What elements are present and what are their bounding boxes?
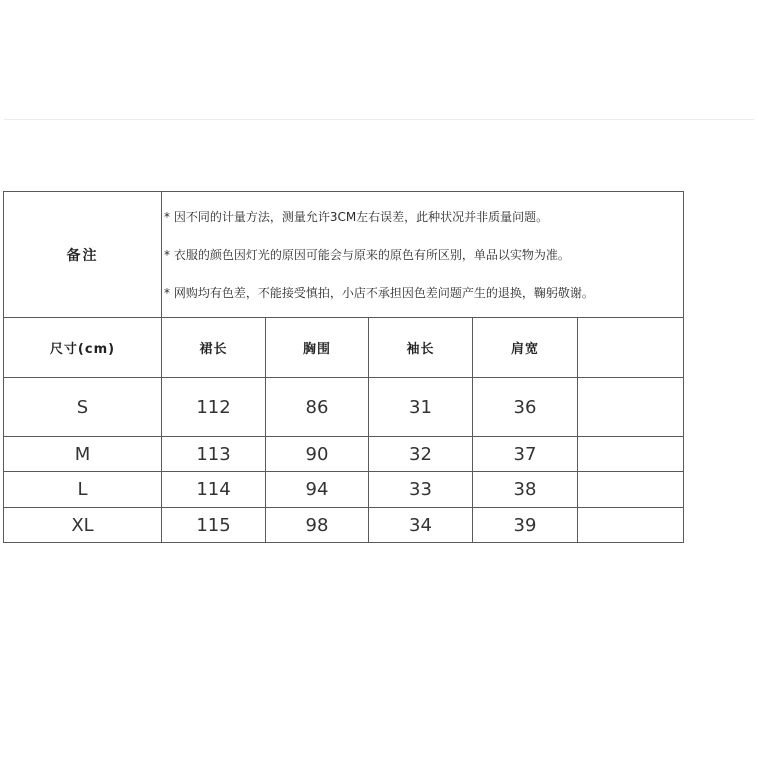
note-line: * 因不同的计量方法，测量允许3CM左右误差，此种状况并非质量问题。 [164, 209, 549, 224]
chest-cell: 98 [266, 508, 369, 543]
sleeve-cell: 33 [369, 472, 473, 508]
sleeve-cell: 34 [369, 508, 473, 543]
empty-cell [578, 378, 684, 437]
notes-content-cell [162, 192, 684, 318]
empty-cell [578, 472, 684, 508]
shoulder-cell: 36 [473, 378, 578, 437]
header-length: 裙长 [162, 318, 266, 378]
empty-cell [578, 508, 684, 543]
top-divider [4, 119, 754, 120]
notes-row [4, 192, 684, 318]
chest-cell: 90 [266, 437, 369, 472]
size-cell: M [4, 437, 162, 472]
header-shoulder: 肩宽 [473, 318, 578, 378]
header-size: 尺寸(cm) [4, 318, 162, 378]
sleeve-cell: 32 [369, 437, 473, 472]
chest-cell: 94 [266, 472, 369, 508]
length-cell: 114 [162, 472, 266, 508]
header-chest: 胸围 [266, 318, 369, 378]
table-row [4, 437, 684, 472]
note-line: * 网购均有色差，不能接受慎拍，小店不承担因色差问题产生的退换，鞠躬敬谢。 [164, 285, 594, 300]
shoulder-cell: 38 [473, 472, 578, 508]
table-row [4, 378, 684, 437]
table-row [4, 508, 684, 543]
header-empty [578, 318, 684, 378]
shoulder-cell: 39 [473, 508, 578, 543]
size-chart-table [3, 191, 684, 543]
header-row [4, 318, 684, 378]
length-cell: 115 [162, 508, 266, 543]
note-line: * 衣服的颜色因灯光的原因可能会与原来的原色有所区别，单品以实物为准。 [164, 247, 570, 262]
table-row [4, 472, 684, 508]
length-cell: 112 [162, 378, 266, 437]
size-cell: XL [4, 508, 162, 543]
length-cell: 113 [162, 437, 266, 472]
shoulder-cell: 37 [473, 437, 578, 472]
header-sleeve: 袖长 [369, 318, 473, 378]
sleeve-cell: 31 [369, 378, 473, 437]
size-cell: S [4, 378, 162, 437]
size-cell: L [4, 472, 162, 508]
empty-cell [578, 437, 684, 472]
notes-label: 备注 [66, 247, 99, 264]
chest-cell: 86 [266, 378, 369, 437]
notes-label-cell [4, 192, 162, 318]
